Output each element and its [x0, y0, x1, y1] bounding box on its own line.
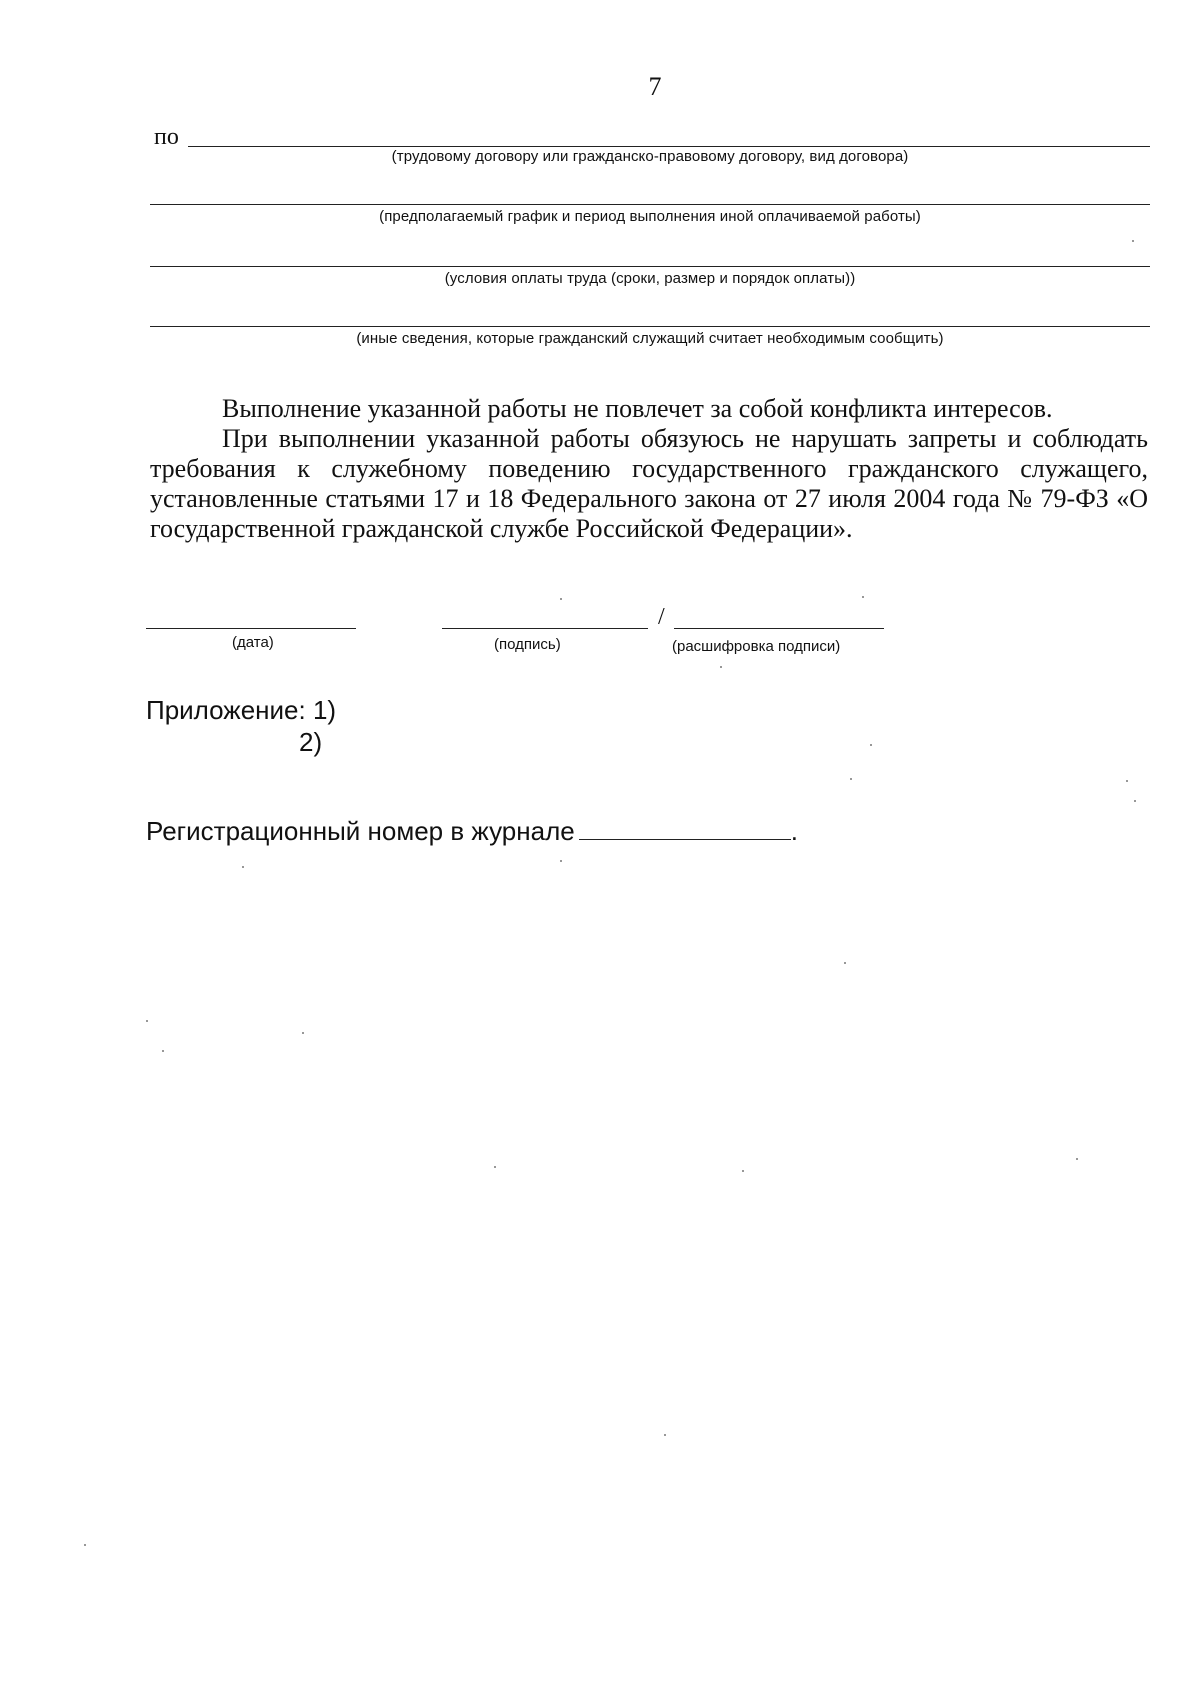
scan-speck	[844, 962, 846, 964]
appendix-line-2	[146, 726, 336, 758]
signature-blank-line[interactable]	[442, 628, 648, 629]
registration-blank-line[interactable]	[579, 817, 791, 840]
field-blank-line[interactable]	[150, 326, 1150, 327]
scan-speck	[1134, 800, 1136, 802]
field-blank-line[interactable]	[188, 146, 1150, 147]
scan-speck	[1132, 240, 1134, 242]
scan-speck	[560, 598, 562, 600]
appendix-block	[146, 694, 336, 758]
decryption-caption: (расшифровка подписи)	[672, 638, 841, 655]
scan-speck	[664, 1434, 666, 1436]
signature-caption: (подпись)	[494, 636, 561, 653]
signature-separator: /	[658, 604, 665, 630]
field-caption: (иные сведения, которые гражданский служащий считает необходимым сообщить)	[356, 330, 944, 347]
scan-speck	[870, 744, 872, 746]
registration-suffix: .	[790, 816, 798, 846]
field-caption: (предполагаемый график и период выполнения иной оплачиваемой работы)	[379, 208, 921, 225]
date-caption: (дата)	[232, 634, 274, 651]
scan-speck	[162, 1050, 164, 1052]
scan-speck	[242, 866, 244, 868]
scan-speck	[84, 1544, 86, 1546]
registration-line	[146, 816, 798, 847]
paragraph-text: При выполнении указанной работы обязуюсь не нарушать запреты и соблюдать требования к служебному поведению государственного гражданского служащего, установленные статьями 17 и 18 Федерального закона от 27 июля 2004 года № 79-ФЗ «О государственной гражданской службе Российской Федерации».	[150, 424, 1148, 543]
scan-speck	[742, 1170, 744, 1172]
scan-speck	[862, 596, 864, 598]
paragraph-text: Выполнение указанной работы не повлечет за собой конфликта интересов.	[222, 394, 1053, 423]
appendix-line-1	[146, 694, 336, 726]
paragraph-obligations	[150, 424, 1148, 544]
scan-speck	[720, 666, 722, 668]
paragraph-no-conflict	[150, 394, 1148, 424]
scan-speck	[1076, 1158, 1078, 1160]
field-caption: (трудовому договору или гражданско-правовому договору, вид договора)	[391, 148, 909, 165]
decryption-blank-line[interactable]	[674, 628, 884, 629]
appendix-item-1: 1)	[312, 695, 337, 725]
scan-speck	[302, 1032, 304, 1034]
page-number: 7	[648, 72, 662, 101]
date-blank-line[interactable]	[146, 628, 356, 629]
scan-speck	[1126, 780, 1128, 782]
field-prefix: по	[154, 124, 179, 150]
field-blank-line[interactable]	[150, 204, 1150, 205]
field-caption: (условия оплаты труда (сроки, размер и порядок оплаты))	[444, 270, 856, 287]
scan-speck	[560, 860, 562, 862]
field-blank-line[interactable]	[150, 266, 1150, 267]
registration-label: Регистрационный номер в журнале	[146, 816, 575, 846]
scan-speck	[146, 1020, 148, 1022]
scan-speck	[850, 778, 852, 780]
date-field	[146, 610, 366, 670]
signature-field	[442, 604, 902, 670]
appendix-label: Приложение:	[146, 695, 306, 725]
scan-speck	[494, 1166, 496, 1168]
appendix-item-2: 2)	[299, 727, 323, 757]
